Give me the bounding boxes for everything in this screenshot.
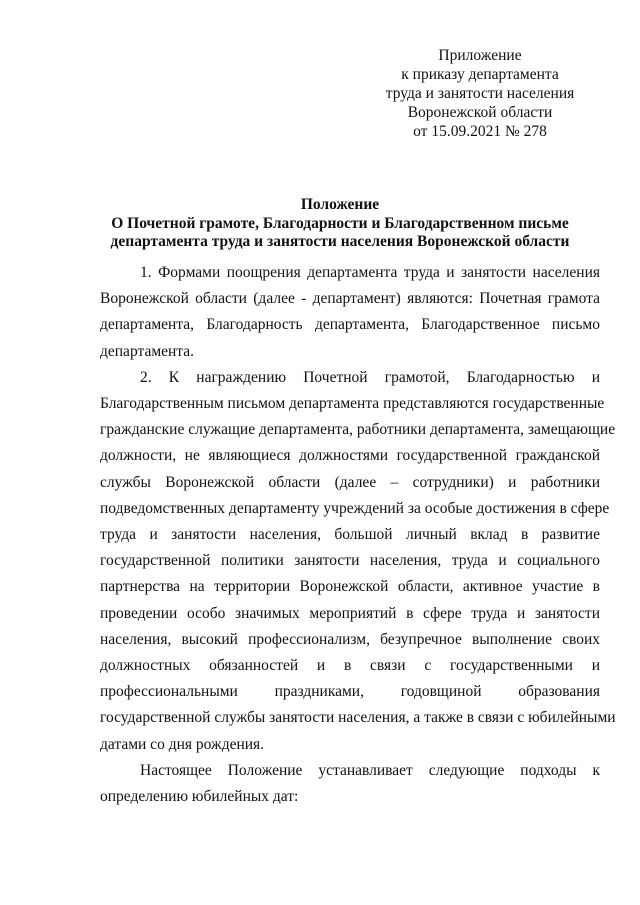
text-line: подведомственных департаменту учреждений за особые достижения в сфере <box>100 499 610 517</box>
text-line: департамента. <box>100 342 195 360</box>
text-line: труда и занятости населения, большой личный вклад в развитие <box>100 526 600 544</box>
text-line: должности, не являющиеся должностями государственной гражданской <box>100 447 600 465</box>
appendix-line: труда и занятости населения <box>385 85 575 102</box>
text-line: определению юбилейных дат: <box>100 788 299 806</box>
text-line: 2. К награждению Почетной грамотой, Благодарностью и <box>140 368 600 386</box>
paragraph-3 <box>100 758 600 810</box>
title-line: департамента труда и занятости населения Воронежской области <box>110 233 570 250</box>
text-line: Настоящее Положение устанавливает следующие подходы к <box>140 761 600 779</box>
title-line: Положение <box>300 196 380 213</box>
appendix-line: Приложение <box>438 47 522 64</box>
title-line: О Почетной грамоте, Благодарности и Благодарственном письме <box>111 214 569 232</box>
appendix-line: от 15.09.2021 № 278 <box>413 123 547 140</box>
text-line: партнерства на территории Воронежской области, активное участие в <box>100 578 600 596</box>
paragraph-1 <box>100 260 600 365</box>
document-title <box>80 196 600 252</box>
text-line: датами со дня рождения. <box>100 735 265 753</box>
text-line: должностных обязанностей и в связи с государственными и <box>100 657 600 675</box>
text-line: департамента, Благодарность департамента, Благодарственное письмо <box>100 316 600 334</box>
text-line: гражданские служащие департамента, работники департамента, замещающие <box>100 421 616 439</box>
text-line: проведении особо значимых мероприятий в сфере труда и занятости <box>100 604 600 622</box>
text-line: Воронежской области (далее - департамент) являются: Почетная грамота <box>100 290 600 308</box>
appendix-line: Воронежской области <box>407 104 553 121</box>
text-line: населения, высокий профессионализм, безупречное выполнение своих <box>100 630 600 648</box>
appendix-line: к приказу департамента <box>401 66 559 83</box>
appendix-header <box>360 46 600 141</box>
text-line: 1. Формами поощрения департамента труда и занятости населения <box>140 264 600 281</box>
text-line: Благодарственным письмом департамента представляются государственные <box>100 395 605 413</box>
text-line: службы Воронежской области (далее – сотрудники) и работники <box>100 473 600 491</box>
text-line: государственной политики занятости населения, труда и социального <box>100 552 600 570</box>
text-line: государственной службы занятости населения, а также в связи с юбилейными <box>100 709 616 727</box>
text-line: профессиональными праздниками, годовщиной образования <box>100 683 600 701</box>
document-body <box>100 260 616 810</box>
paragraph-2 <box>100 365 616 758</box>
